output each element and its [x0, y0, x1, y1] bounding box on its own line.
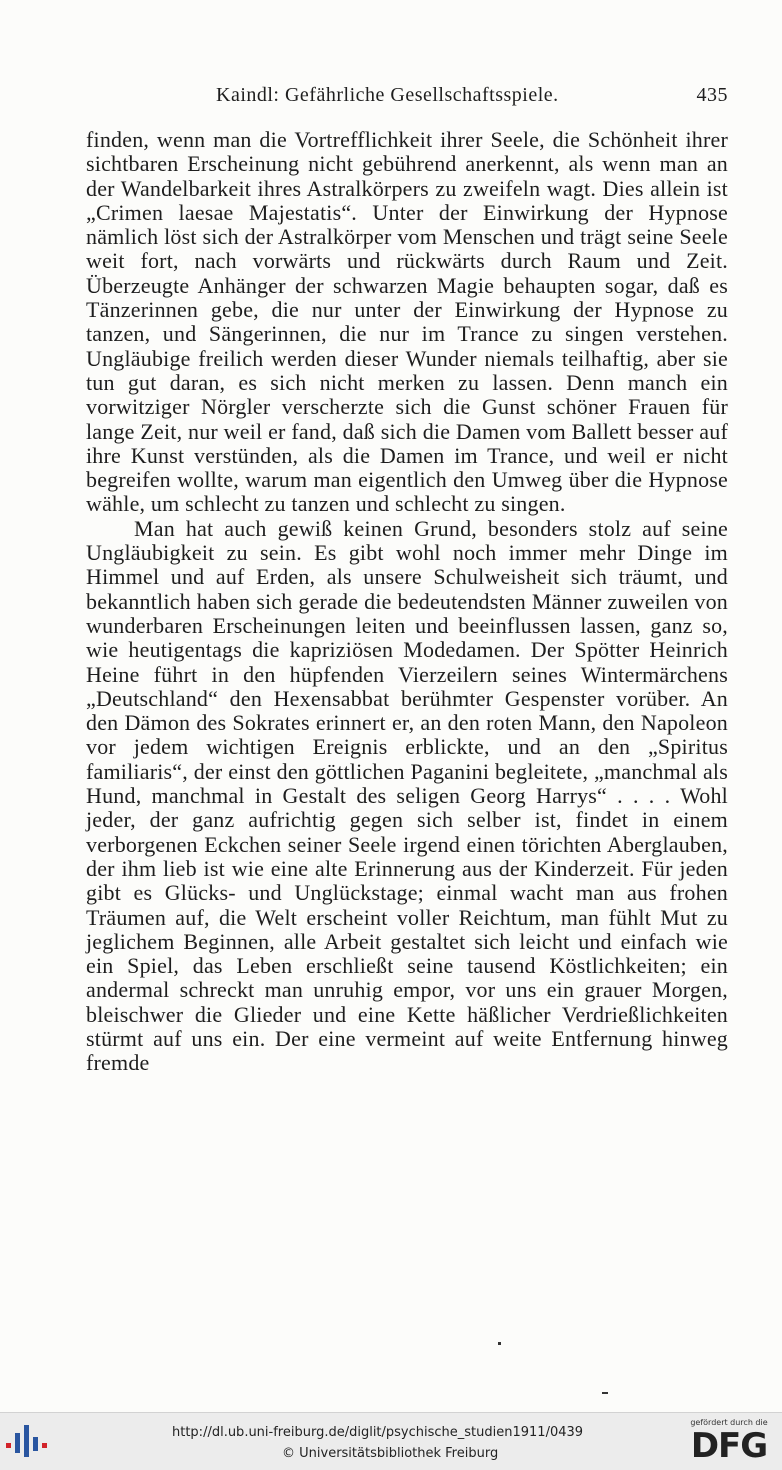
dfg-logo — [686, 1418, 772, 1466]
library-logo-icon — [6, 1423, 50, 1459]
running-title: Kaindl: Gefährliche Gesellschaftsspiele. — [216, 84, 559, 106]
dfg-tagline: gefördert durch die — [690, 1418, 768, 1427]
scan-speck — [602, 1392, 608, 1394]
paragraph-2: Man hat auch gewiß keinen Grund, besonders stolz auf seine Ungläubigkeit zu sein. Es gibt wohl noch immer mehr Dinge im Himmel und auf Erden, als unsere Schulweisheit sich träumt, und bekanntlich haben sich gerade die bedeutendsten Männer zuweilen von wunderbaren Erscheinungen leiten und beeinflussen lassen, ganz so, wie heutigentags die kapriziösen Modedamen. Der Spötter Heinrich Heine führt in den hüpfenden Vierzeilern seines Wintermärchens „Deutschland“ den Hexensabbat berühmter Gespenster vorüber. An den Dämon des Sokrates erinnert er, an den roten Mann, den Napoleon vor jedem wichtigen Ereignis erblickte, und an den „Spiritus familiaris“, der einst den göttlichen Paganini begleitete, „manchmal als Hund, manchmal in Gestalt des seligen Georg Harrys“ . . . . Wohl jeder, der ganz aufrichtig gegen sich selber ist, findet in einem verborgenen Eckchen seiner Seele irgend einen törichten Aberglauben, der ihm lieb ist wie eine alte Erinnerung aus der Kinderzeit. Für jeden gibt es Glücks- und Unglückstage; einmal wacht man aus frohen Träumen auf, die Welt erscheint voller Reichtum, man fühlt Mut zu jeglichem Beginnen, alle Arbeit gestaltet sich leicht und einfach wie ein Spiel, das Leben erschließt seine tausend Köstlichkeiten; ein andermal schreckt man unruhig empor, vor uns ein grauer Morgen, bleischwer die Glieder und eine Kette häßlicher Verdrießlichkeiten stürmt auf uns ein. Der eine vermeint auf weite Entfernung hinweg fremde — [86, 515, 728, 1076]
viewer-footer — [0, 1412, 782, 1470]
scan-speck — [498, 1342, 501, 1345]
body-text — [86, 128, 728, 1076]
permalink-url[interactable]: http://dl.ub.uni-freiburg.de/diglit/psychische_studien1911/0439 — [172, 1425, 584, 1440]
page-number: 435 — [696, 84, 728, 106]
dfg-wordmark: DFG — [690, 1426, 768, 1466]
paragraph-1: finden, wenn man die Vortrefflichkeit ihrer Seele, die Schönheit ihrer sichtbaren Erscheinung nicht gebührend anerkennt, als wenn man an der Wandelbarkeit ihres Astralkörpers zu zweifeln wagt. Dies allein ist „Crimen laesae Majestatis“. Unter der Einwirkung der Hypnose nämlich löst sich der Astralkörper vom Menschen und trägt seine Seele weit fort, nach vorwärts und rückwärts durch Raum und Zeit. Überzeugte Anhänger der schwarzen Magie behaupten sogar, daß es Tänzerinnen gebe, die nur unter der Einwirkung der Hypnose zu tanzen, und Sängerinnen, die nur im Trance zu singen verstehen. Ungläubige freilich werden dieser Wunder niemals teilhaftig, aber sie tun gut daran, es sich nicht merken zu lassen. Denn manch ein vorwitziger Nörgler verscherzte sich die Gunst schöner Frauen für lange Zeit, nur weil er fand, daß sich die Damen vom Ballett besser auf ihre Kunst verstünden, als die Damen im Trance, und weil er nicht begreifen wollte, warum man eigentlich den Umweg über die Hypnose wähle, um schlecht zu tanzen und schlecht zu singen. — [86, 127, 728, 517]
copyright-notice: © Universitätsbibliothek Freiburg — [282, 1446, 499, 1461]
